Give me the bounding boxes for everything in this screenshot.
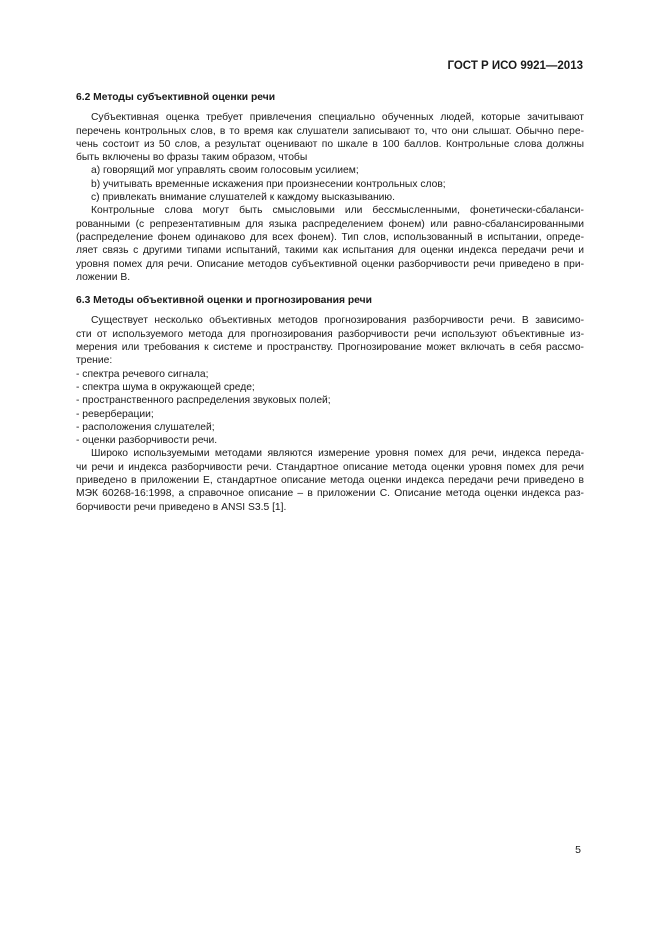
text-line: Контрольные слова могут быть смысловыми или бессмысленными, фонетически-сбаланси- xyxy=(91,205,584,217)
list-6-3 xyxy=(76,368,584,448)
text-line: уровня помех для речи. Описание методов субъективной оценки разборчивости речи приведено в при- xyxy=(76,258,584,270)
list-item: - спектра речевого сигнала; xyxy=(76,368,209,380)
text-line: перечень контрольных слов, в то время как слушатели записывают то, что они слышат. Обычно пере- xyxy=(76,125,584,137)
text-line: чи речи и индекса разборчивости речи. Стандартное описание метода оценки уровня помех для речи xyxy=(76,461,584,473)
text-line: МЭК 60268-16:1998, а справочное описание – в приложении C. Описание метода оценки индекса раз- xyxy=(76,488,584,500)
list-item: - оценки разборчивости речи. xyxy=(76,435,218,447)
list-item: b) учитывать временные искажения при произнесении контрольных слов; xyxy=(91,178,446,190)
text-line: чень состоит из 50 слов, а результат оценивают по шкале в 100 баллов. Контрольные слова должны xyxy=(76,138,584,150)
section-heading-6-3: 6.3 Методы объективной оценки и прогнозирования речи xyxy=(76,295,372,307)
list-item: - пространственного распределения звуковых полей; xyxy=(76,395,331,407)
text-line: мерения или требования к системе и пространству. Прогнозирование может включать в себя рассмо- xyxy=(76,342,584,354)
text-line: трение: xyxy=(76,355,113,367)
list-item: - расположения слушателей; xyxy=(76,421,215,433)
text-line: Существует несколько объективных методов прогнозирования разборчивости речи. В зависимо- xyxy=(91,315,584,327)
text-line: приведено в приложении E, стандартное описание метода оценки индекса передачи речи приведено в xyxy=(76,475,584,487)
text-line: Субъективная оценка требует привлечения специально обученных людей, которые зачитывают xyxy=(91,112,584,124)
list-6-2 xyxy=(76,164,584,204)
paragraph-6-3-intro xyxy=(76,314,584,367)
text-line: сти от используемого метода для прогнозирования разборчивости речи используют объективные из- xyxy=(76,328,584,340)
list-item: - реверберации; xyxy=(76,408,154,420)
text-line: Широко используемыми методами являются измерение уровня помех для речи, индекса переда- xyxy=(91,448,584,460)
paragraph-6-3-methods xyxy=(76,447,584,513)
text-line: (распределение фонем одинаково для всех фонем). Тип слов, использованный в испытании, опреде- xyxy=(76,231,584,243)
list-item: c) привлекать внимание слушателей к каждому высказыванию. xyxy=(91,192,396,204)
list-item: - спектра шума в окружающей среде; xyxy=(76,381,255,393)
list-item: a) говорящий мог управлять своим голосовым усилием; xyxy=(91,165,359,177)
paragraph-6-2-words xyxy=(76,204,584,284)
section-heading-6-2: 6.2 Методы субъективной оценки речи xyxy=(76,92,276,103)
page-number: 5 xyxy=(575,844,581,856)
text-line: рованными (с репрезентативным для языка распределением фонем) или равно-сбалансированными xyxy=(76,218,584,230)
text-line: ложении B. xyxy=(76,271,131,283)
paragraph-6-2-intro xyxy=(76,111,584,164)
text-line: быть включены во фразы таким образом, чтобы xyxy=(76,152,308,164)
standard-code: ГОСТ Р ИСО 9921—2013 xyxy=(447,60,583,72)
text-line: ляет связь с другими типами испытаний, такими как испытания для оценки индекса передачи речи и xyxy=(76,245,584,257)
text-line: борчивости речи приведено в ANSI S3.5 [1]. xyxy=(76,501,287,513)
document-body xyxy=(76,91,584,514)
